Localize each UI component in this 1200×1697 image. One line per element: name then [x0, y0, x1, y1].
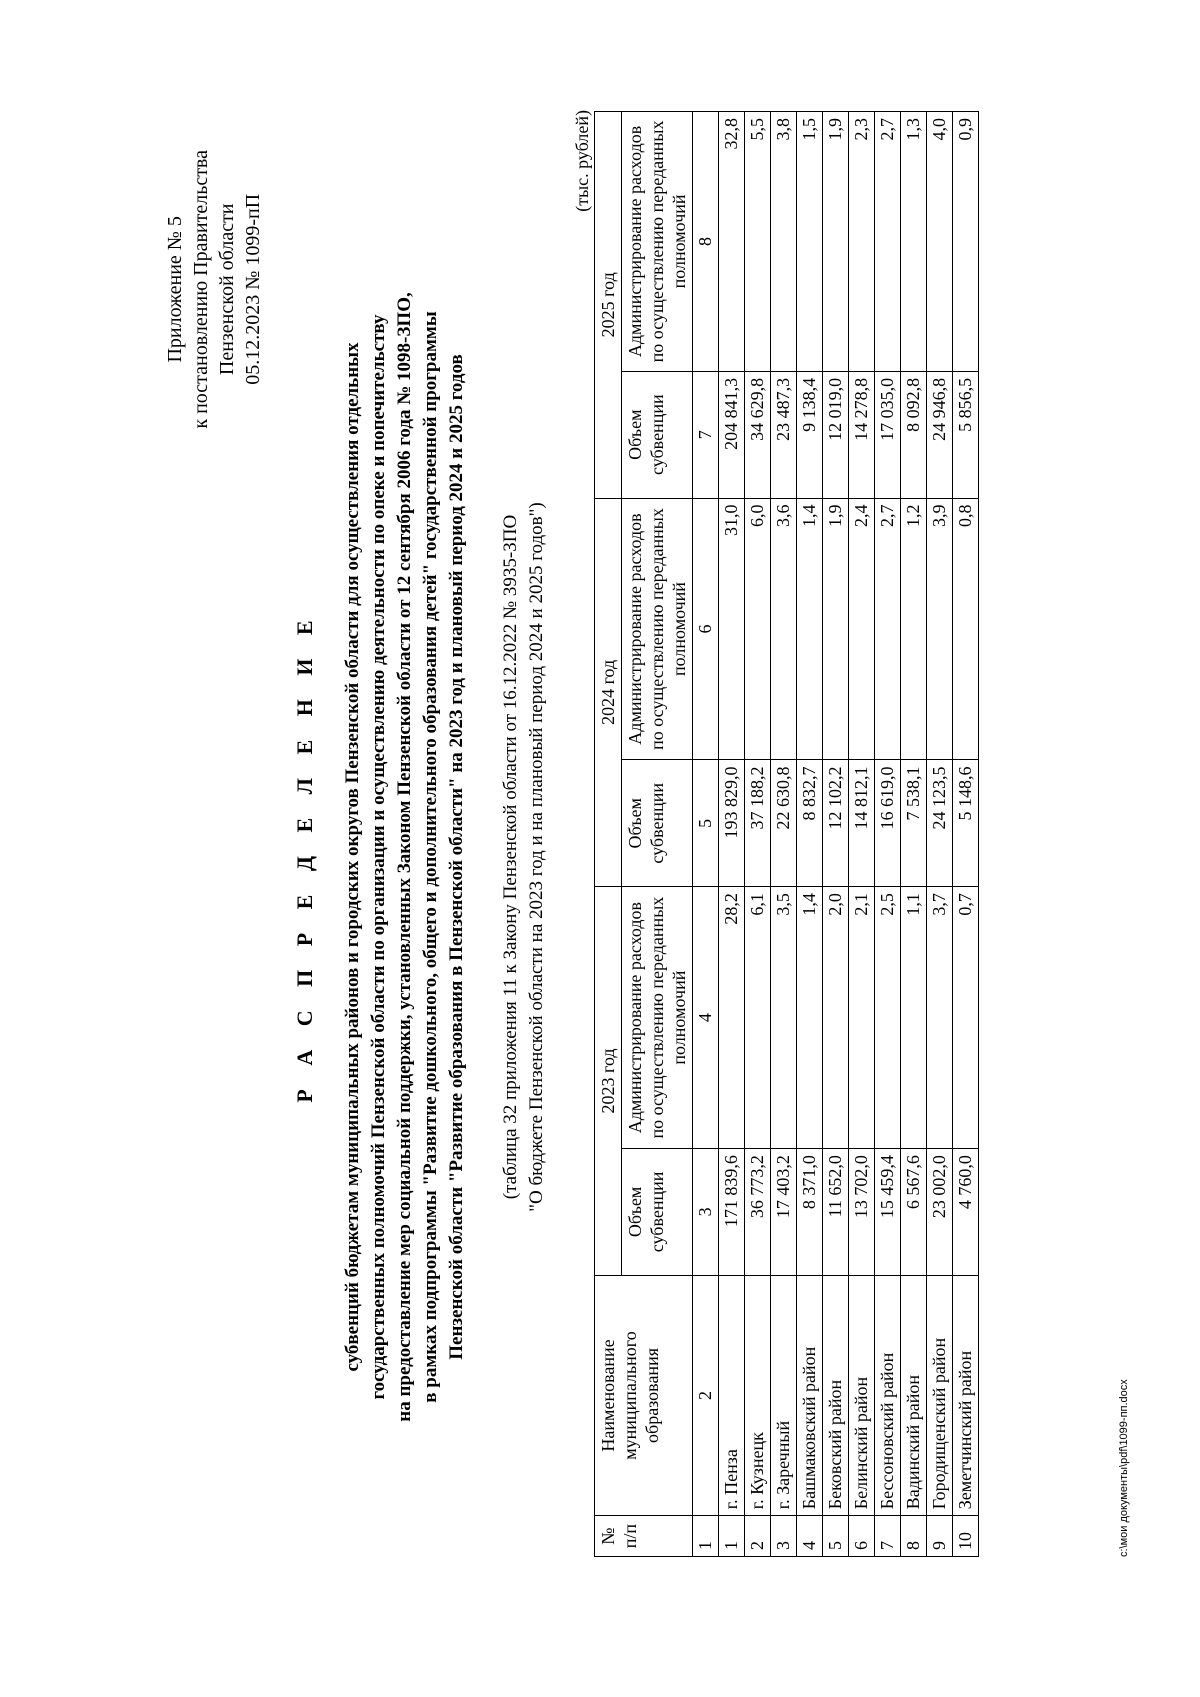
header-subvention: Объем субвенции	[622, 760, 693, 887]
row-number-cell: 4	[797, 1516, 823, 1557]
value-cell: 1,4	[797, 887, 823, 1149]
municipality-cell: Башмаковский район	[797, 1275, 823, 1515]
table-row	[823, 112, 849, 1557]
municipality-cell: Вадинский район	[901, 1275, 927, 1515]
title-line: в рамках подпрограммы "Развитие дошкольного, общего и дополнительного образования детей" государственной программы	[420, 311, 441, 1403]
value-cell: 15 459,4	[875, 1149, 901, 1276]
value-cell: 6,1	[745, 887, 771, 1149]
value-cell: 3,7	[927, 887, 953, 1149]
municipality-cell: Бессоновский район	[875, 1275, 901, 1515]
column-number-cell: 4	[693, 887, 719, 1149]
value-cell: 12 019,0	[823, 371, 849, 498]
column-number-cell: 2	[693, 1275, 719, 1515]
value-cell: 36 773,2	[745, 1149, 771, 1276]
value-cell: 7 538,1	[901, 760, 927, 887]
file-path-footer: c:\мои документы\pdf\1099-пп.docx	[1118, 1379, 1130, 1557]
header-admin: Администрирование расходов по осуществлению переданных полномочий	[622, 887, 693, 1149]
value-cell: 17 403,2	[771, 1149, 797, 1276]
municipality-cell: Бековский район	[823, 1275, 849, 1515]
row-number-cell: 3	[771, 1516, 797, 1557]
value-cell: 28,2	[719, 887, 745, 1149]
title-heading: Р А С П Р Е Д Е Л Е Н И Е	[292, 611, 317, 1103]
value-cell: 2,7	[875, 112, 901, 372]
header-year-2023: 2023 год	[595, 887, 622, 1276]
appendix-line: Приложение № 5	[164, 216, 186, 363]
row-number-cell: 2	[745, 1516, 771, 1557]
value-cell: 12 102,2	[823, 760, 849, 887]
header-year-2025: 2025 год	[595, 112, 622, 499]
header-year-2024: 2024 год	[595, 498, 622, 887]
value-cell: 24 946,8	[927, 371, 953, 498]
value-cell: 34 629,8	[745, 371, 771, 498]
document-title	[292, 157, 550, 1557]
row-number-cell: 6	[849, 1516, 875, 1557]
table-body	[719, 112, 979, 1557]
value-cell: 1,2	[901, 498, 927, 760]
column-number-cell: 5	[693, 760, 719, 887]
value-cell: 8 832,7	[797, 760, 823, 887]
table-row	[771, 112, 797, 1557]
value-cell: 11 652,0	[823, 1149, 849, 1276]
value-cell: 3,5	[771, 887, 797, 1149]
value-cell: 2,7	[875, 498, 901, 760]
row-number-cell: 9	[927, 1516, 953, 1557]
value-cell: 14 278,8	[849, 371, 875, 498]
value-cell: 5 148,6	[953, 760, 979, 887]
municipality-cell: г. Заречный	[771, 1275, 797, 1515]
row-number-cell: 8	[901, 1516, 927, 1557]
municipality-cell: г. Кузнецк	[745, 1275, 771, 1515]
units-label: (тыс. рублей)	[572, 110, 592, 212]
row-number-cell: 7	[875, 1516, 901, 1557]
value-cell: 8 371,0	[797, 1149, 823, 1276]
value-cell: 23 487,3	[771, 371, 797, 498]
value-cell: 22 630,8	[771, 760, 797, 887]
municipality-cell: Белинский район	[849, 1275, 875, 1515]
value-cell: 3,8	[771, 112, 797, 372]
value-cell: 3,9	[927, 498, 953, 760]
value-cell: 193 829,0	[719, 760, 745, 887]
value-cell: 5 856,5	[953, 371, 979, 498]
appendix-line: 05.12.2023 № 1099-пП	[242, 193, 264, 385]
header-number: № п/п	[595, 1516, 693, 1557]
value-cell: 24 123,5	[927, 760, 953, 887]
header-admin: Администрирование расходов по осуществлению переданных полномочий	[622, 498, 693, 760]
value-cell: 8 092,8	[901, 371, 927, 498]
table-row	[797, 112, 823, 1557]
title-line: субвенций бюджетам муниципальных районов и городских округов Пензенской области для осуществления отдельных	[342, 342, 363, 1372]
reference-line: (таблица 32 приложения 11 к Закону Пензенской области от 16.12.2022 № 3935-ЗПО	[500, 514, 521, 1200]
column-number-cell: 7	[693, 371, 719, 498]
header-admin: Администрирование расходов по осуществлению переданных полномочий	[622, 112, 693, 372]
row-number-cell: 5	[823, 1516, 849, 1557]
title-line: государственных полномочий Пензенской области по организации и осуществлению деятельности по опеке и попечительству	[368, 314, 389, 1400]
table-row	[901, 112, 927, 1557]
value-cell: 16 619,0	[875, 760, 901, 887]
appendix-header	[162, 150, 266, 429]
distribution-table	[594, 111, 979, 1557]
value-cell: 2,0	[823, 887, 849, 1149]
value-cell: 31,0	[719, 498, 745, 760]
column-number-cell: 6	[693, 498, 719, 760]
value-cell: 171 839,6	[719, 1149, 745, 1276]
header-subvention: Объем субвенции	[622, 371, 693, 498]
row-number-cell: 1	[719, 1516, 745, 1557]
value-cell: 6 567,6	[901, 1149, 927, 1276]
table-row	[719, 112, 745, 1557]
row-number-cell: 10	[953, 1516, 979, 1557]
value-cell: 204 841,3	[719, 371, 745, 498]
title-line: на предоставление мер социальной поддержки, установленных Законом Пензенской области от 12 сентября 2006 года № 1098-ЗПО,	[394, 292, 415, 1422]
value-cell: 2,1	[849, 887, 875, 1149]
appendix-line: Пензенской области	[216, 203, 238, 376]
municipality-cell: Городищенский район	[927, 1275, 953, 1515]
table-row	[849, 112, 875, 1557]
value-cell: 2,5	[875, 887, 901, 1149]
column-number-cell: 3	[693, 1149, 719, 1276]
value-cell: 1,9	[823, 112, 849, 372]
value-cell: 4,0	[927, 112, 953, 372]
column-number-cell: 1	[693, 1516, 719, 1557]
value-cell: 4 760,0	[953, 1149, 979, 1276]
value-cell: 6,0	[745, 498, 771, 760]
value-cell: 37 188,2	[745, 760, 771, 887]
value-cell: 5,5	[745, 112, 771, 372]
column-numbers-row	[693, 112, 719, 1557]
value-cell: 0,7	[953, 887, 979, 1149]
value-cell: 1,4	[797, 498, 823, 760]
value-cell: 1,3	[901, 112, 927, 372]
value-cell: 2,3	[849, 112, 875, 372]
table-row	[875, 112, 901, 1557]
header-subvention: Объем субвенции	[622, 1149, 693, 1276]
value-cell: 32,8	[719, 112, 745, 372]
table-row	[745, 112, 771, 1557]
table-row	[953, 112, 979, 1557]
reference-line: "О бюджете Пензенской области на 2023 год и на плановый период 2024 и 2025 годов")	[526, 502, 547, 1212]
title-reference	[498, 157, 550, 1557]
header-name: Наименование муниципального образования	[595, 1275, 693, 1515]
value-cell: 17 035,0	[875, 371, 901, 498]
value-cell: 23 002,0	[927, 1149, 953, 1276]
municipality-cell: Земетчинский район	[953, 1275, 979, 1515]
title-line: Пензенской области "Развитие образования в Пензенской области" на 2023 год и плановый период 2024 и 2025 годов	[446, 354, 467, 1360]
value-cell: 0,8	[953, 498, 979, 760]
value-cell: 1,9	[823, 498, 849, 760]
value-cell: 13 702,0	[849, 1149, 875, 1276]
value-cell: 9 138,4	[797, 371, 823, 498]
value-cell: 0,9	[953, 112, 979, 372]
municipality-cell: г. Пенза	[719, 1275, 745, 1515]
value-cell: 2,4	[849, 498, 875, 760]
table-row	[927, 112, 953, 1557]
column-number-cell: 8	[693, 112, 719, 372]
appendix-line: к постановлению Правительства	[190, 150, 212, 429]
value-cell: 1,1	[901, 887, 927, 1149]
value-cell: 3,6	[771, 498, 797, 760]
value-cell: 1,5	[797, 112, 823, 372]
value-cell: 14 812,1	[849, 760, 875, 887]
